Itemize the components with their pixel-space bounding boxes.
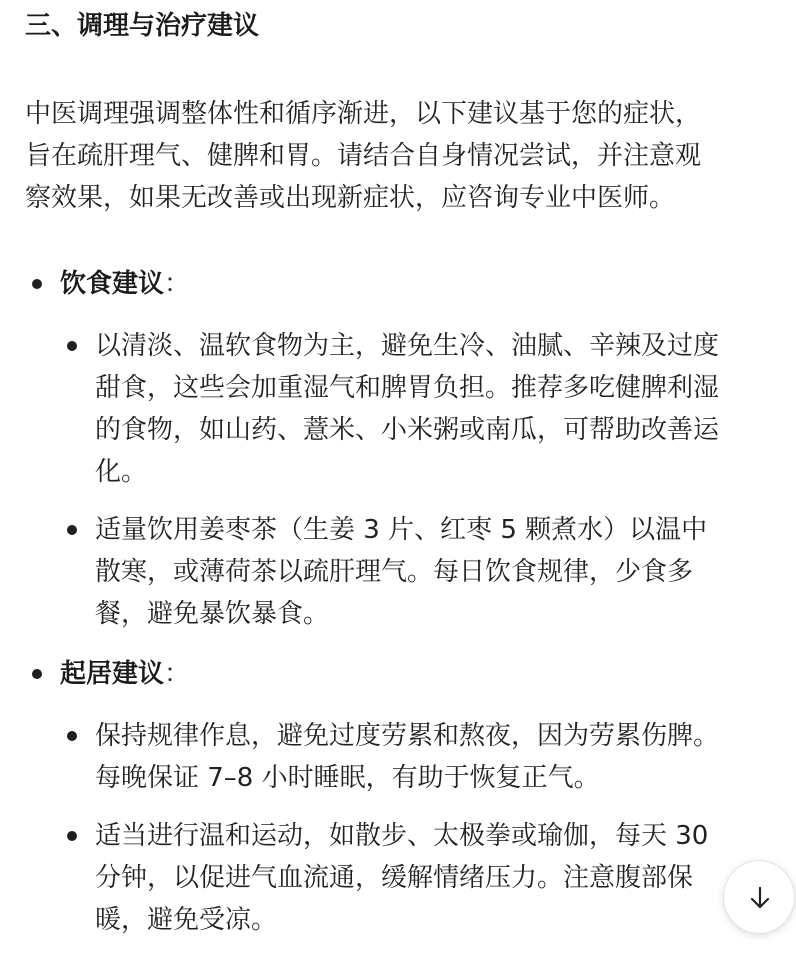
bullet-dot xyxy=(67,831,77,841)
scroll-to-bottom-button[interactable] xyxy=(723,860,795,934)
intro-paragraph xyxy=(25,93,777,219)
bullet-dot xyxy=(32,279,42,289)
diet-section-title: 饮食建议： xyxy=(25,266,190,302)
bullet-dot xyxy=(67,525,77,535)
intro-line: 察效果，如果无改善或出现新症状，应咨询专业中医师。 xyxy=(25,183,676,213)
bullet-dot xyxy=(67,341,77,351)
bullet-dot xyxy=(67,731,77,741)
bullet-dot xyxy=(32,669,42,679)
section-heading: 三、调理与治疗建议 xyxy=(25,11,260,41)
arrow-down-icon xyxy=(748,886,772,910)
routine-section-title: 起居建议： xyxy=(25,656,190,692)
intro-line: 中医调理强调整体性和循序渐进，以下建议基于您的症状， xyxy=(25,99,702,129)
intro-line: 旨在疏肝理气、健脾和胃。请结合自身情况尝试，并注意观 xyxy=(25,141,702,171)
section-label: 起居建议 xyxy=(60,659,165,689)
section-label: 饮食建议 xyxy=(60,269,165,299)
